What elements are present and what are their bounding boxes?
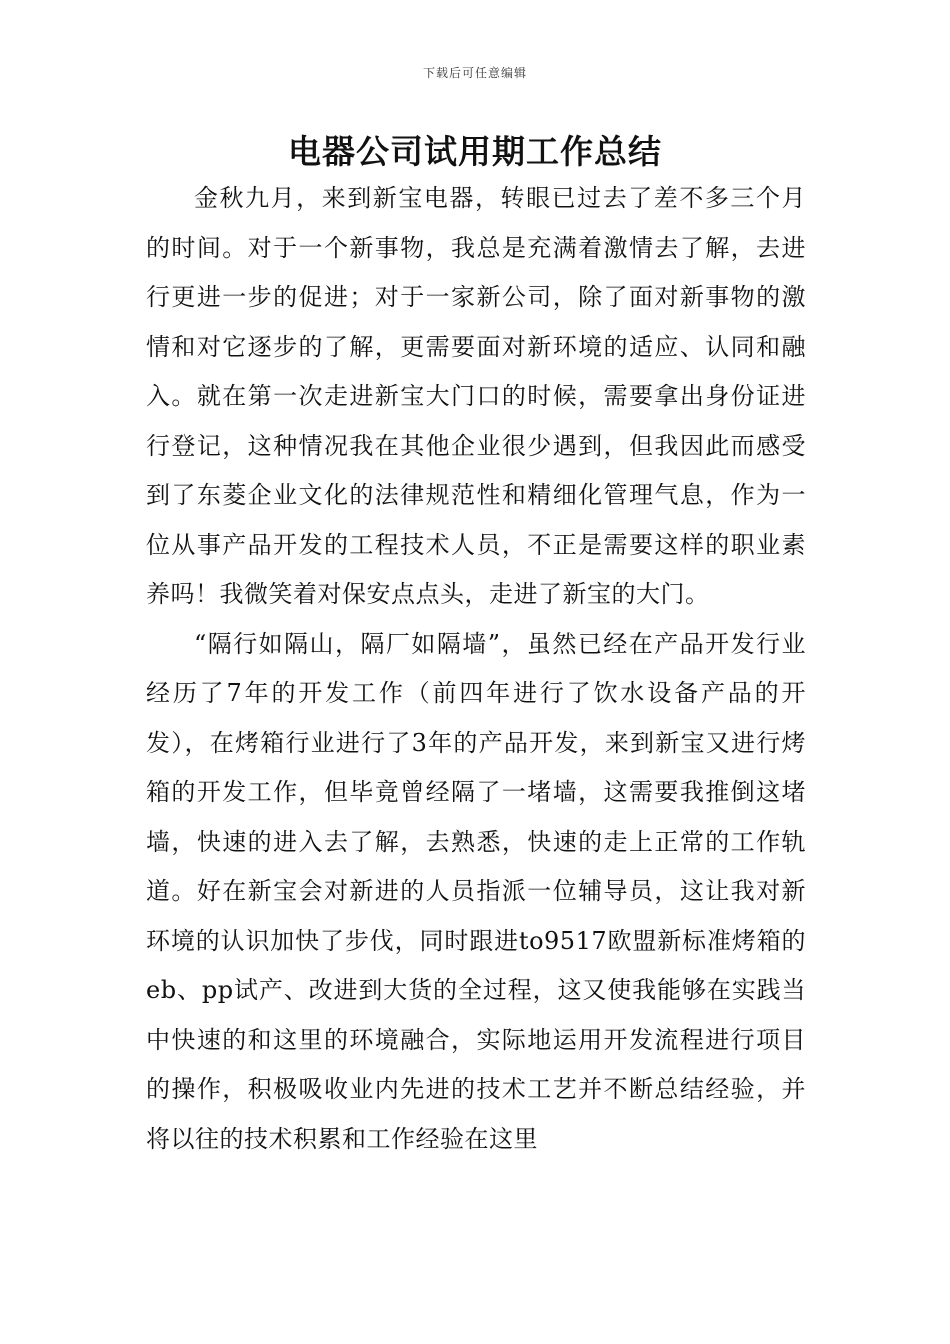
paragraph-2: “隔行如隔山，隔厂如隔墙”，虽然已经在产品开发行业经历了7年的开发工作（前四年进行了饮水设备产品的开发），在烤箱行业进行了3年的产品开发，来到新宝又进行烤箱的开发工作，但毕竟曾经隔了一堵墙，这需要我推倒这堵墙，快速的进入去了解，去熟悉，快速的走上正常的工作轨道。好在新宝会对新进的人员指派一位辅导员，这让我对新环境的认识加快了步伐，同时跟进to9517欧盟新标准烤箱的eb、pp试产、改进到大货的全过程，这又使我能够在实践当中快速的和这里的环境融合，实际地运用开发流程进行项目的操作，积极吸收业内先进的技术工艺并不断总结经验，并将以往的技术积累和工作经验在这里 xyxy=(146,629,806,1153)
document-body xyxy=(146,174,806,1164)
header-note: 下载后可任意编辑 xyxy=(422,66,527,80)
document-title: 电器公司试用期工作总结 xyxy=(288,132,662,171)
paragraph-1: 金秋九月，来到新宝电器，转眼已过去了差不多三个月的时间。对于一个新事物，我总是充满着激情去了解，去进行更进一步的促进；对于一家新公司，除了面对新事物的激情和对它逐步的了解，更需要面对新环境的适应、认同和融入。就在第一次走进新宝大门口的时候，需要拿出身份证进行登记，这种情况我在其他企业很少遇到，但我因此而感受到了东菱企业文化的法律规范性和精细化管理气息，作为一位从事产品开发的工程技术人员，不正是需要这样的职业素养吗！我微笑着对保安点点头，走进了新宝的大门。 xyxy=(146,184,806,608)
